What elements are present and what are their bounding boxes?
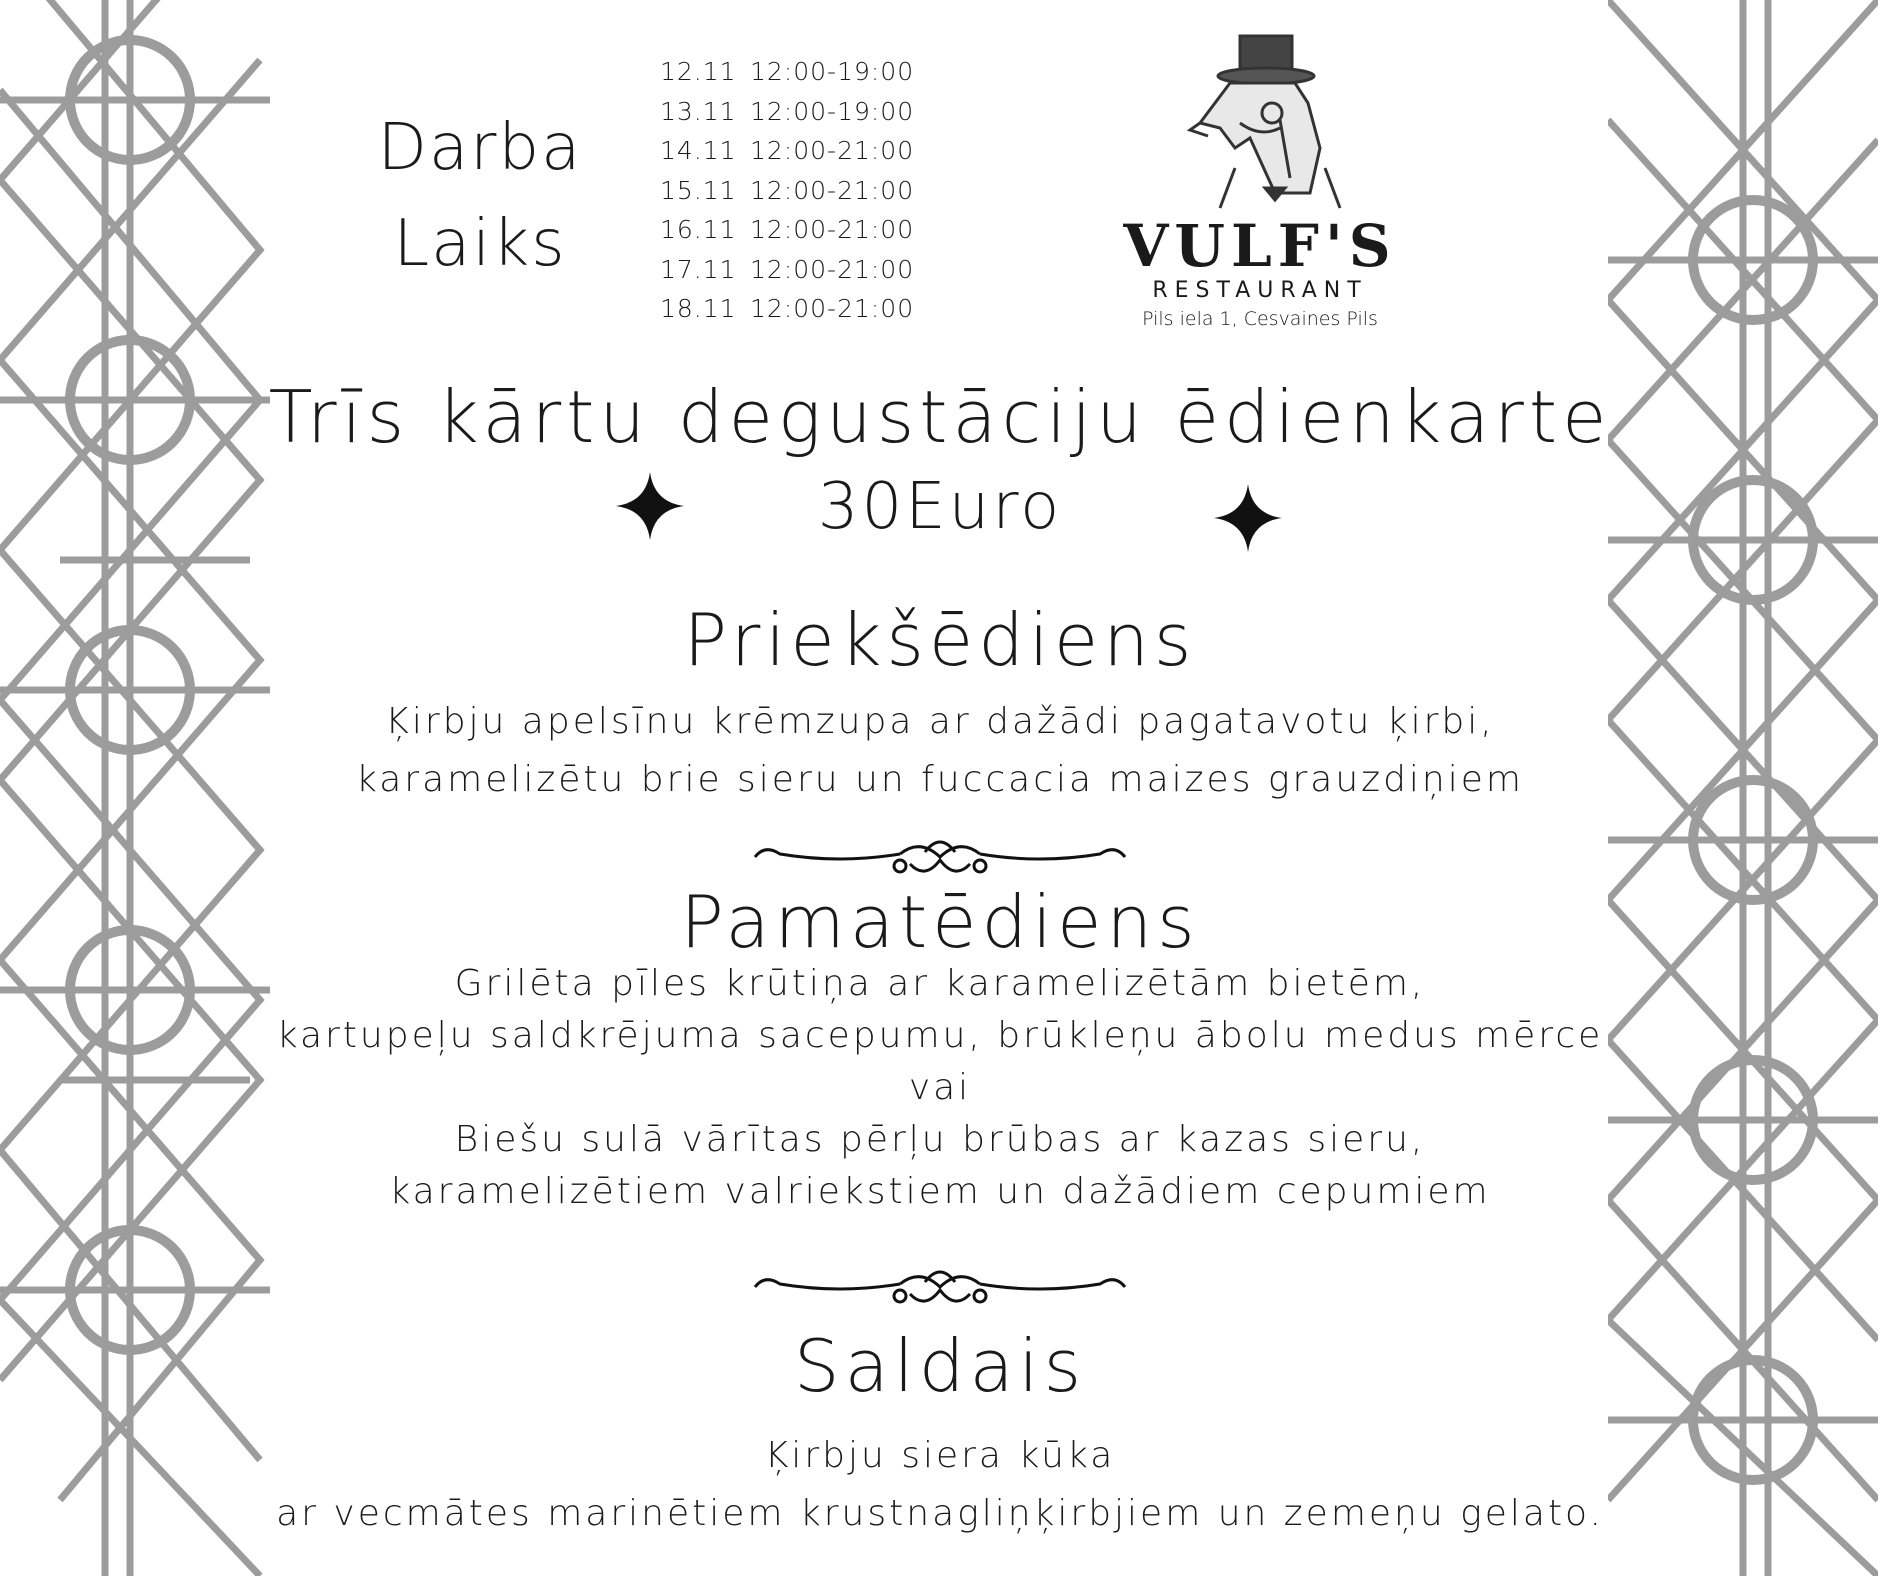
hours-row — [660, 250, 940, 290]
main-line: kartupeļu saldkrējuma sacepumu, brūkleņu ābolu medus mērce — [276, 1015, 1604, 1056]
hours-row — [660, 52, 940, 92]
logo-subtitle: RESTAURANT — [1152, 278, 1368, 303]
hours-time: 12:00-21:00 — [750, 294, 915, 323]
starter-description — [230, 693, 1650, 809]
hours-date: 15.11 — [660, 175, 737, 205]
hours-row — [660, 171, 940, 211]
wolf-logo-icon — [1180, 28, 1360, 213]
hours-row — [660, 289, 940, 329]
hours-time: 12:00-21:00 — [750, 175, 915, 205]
working-hours-list — [660, 52, 940, 329]
starter-heading: Priekšēdiens — [683, 598, 1197, 682]
hours-row — [660, 210, 940, 250]
hours-date: 13.11 — [660, 96, 737, 126]
flourish-divider-icon — [750, 1262, 1130, 1312]
main-heading: Pamatēdiens — [680, 880, 1200, 964]
hours-time: 12:00-21:00 — [750, 215, 915, 244]
dessert-heading: Saldais — [793, 1324, 1087, 1408]
main-line: Biešu sulā vārītas pērļu brūbas ar kazas sieru, — [454, 1119, 1426, 1160]
working-hours-title — [330, 100, 630, 292]
hours-date: 16.11 — [660, 215, 737, 244]
main-line: vai — [908, 1067, 972, 1108]
working-hours-title-line2: Laiks — [393, 207, 567, 281]
working-hours-title-line1: Darba — [377, 111, 583, 185]
menu-title: Trīs kārtu degustāciju ēdienkarte — [268, 375, 1612, 459]
star-icon — [1214, 484, 1282, 552]
logo-name: VULF'S — [1123, 212, 1397, 280]
main-description — [230, 958, 1650, 1218]
dessert-line: ar vecmātes marinētiem krustnagliņķirbjiem un zemeņu gelato. — [276, 1493, 1604, 1534]
dessert-description — [230, 1427, 1650, 1543]
main-line: Grilēta pīles krūtiņa ar karamelizētām bietēm, — [454, 963, 1426, 1004]
starter-line: Ķirbju apelsīnu krēmzupa ar dažādi pagatavotu ķirbi, — [385, 701, 1495, 742]
hours-date: 18.11 — [660, 294, 737, 323]
hours-row — [660, 131, 940, 171]
hours-date: 14.11 — [660, 136, 737, 165]
starter-line: karamelizētu brie sieru un fuccacia maizes grauzdiņiem — [356, 759, 1524, 800]
hours-date: 17.11 — [660, 254, 737, 284]
hours-time: 12:00-19:00 — [750, 57, 915, 86]
hours-time: 12:00-19:00 — [750, 96, 915, 126]
hours-date: 12.11 — [660, 57, 737, 86]
hours-row — [660, 92, 940, 132]
hours-time: 12:00-21:00 — [750, 254, 915, 284]
hours-time: 12:00-21:00 — [750, 136, 915, 165]
main-line: karamelizētiem valriekstiem un dažādiem cepumiem — [389, 1171, 1491, 1212]
menu-price: 30Euro — [817, 470, 1063, 544]
dessert-line: Ķirbju siera kūka — [764, 1435, 1116, 1476]
logo-address: Pils iela 1, Cesvaines Pils — [1142, 308, 1378, 330]
flourish-divider-icon — [750, 832, 1130, 882]
